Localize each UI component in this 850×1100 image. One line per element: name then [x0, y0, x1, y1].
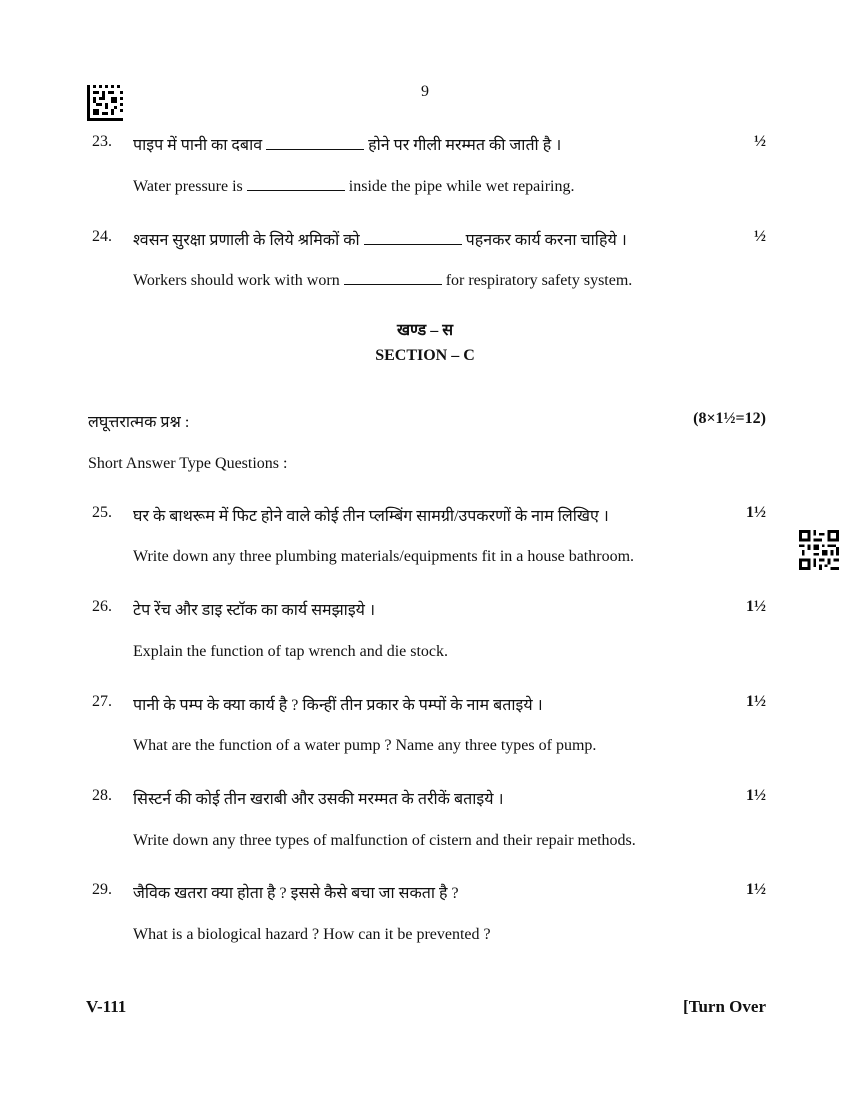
question-number: 25. [92, 504, 112, 521]
answer-blank [364, 232, 462, 245]
q23-hindi-after: होने पर गीली मरम्मत की जाती है । [368, 137, 562, 154]
marks-label: ½ [754, 228, 766, 245]
qr-code-icon [799, 530, 839, 570]
section-title-hindi: खण्ड – स [396, 322, 454, 339]
question-29-english: What is a biological hazard ? How can it be prevented ? [133, 926, 491, 943]
answer-blank [266, 137, 364, 150]
question-28-hindi: सिस्टर्न की कोई तीन खराबी और उसकी मरम्मत के तरीकें बताइये । [133, 791, 504, 808]
question-29-hindi: जैविक खतरा क्या होता है ? इससे कैसे बचा जा सकता है ? [133, 885, 459, 902]
turn-over-label: [Turn Over [683, 997, 766, 1016]
question-25-hindi: घर के बाथरूम में फिट होने वाले कोई तीन प्लम्बिंग सामग्री/उपकरणों के नाम लिखिए । [133, 508, 609, 525]
instruction-english: Short Answer Type Questions : [88, 455, 288, 472]
question-number: 23. [92, 133, 112, 150]
section-title-english: SECTION – C [375, 347, 475, 364]
question-26-english: Explain the function of tap wrench and die stock. [133, 643, 449, 660]
question-27-hindi: पानी के पम्प के क्या कार्य है ? किन्हीं तीन प्रकार के पम्पों के नाम बताइये । [133, 697, 543, 714]
question-25-english: Write down any three plumbing materials/equipments fit in a house bathroom. [133, 548, 635, 565]
section-marks: (8×1½=12) [693, 410, 766, 427]
instruction-hindi: लघूत्तरात्मक प्रश्न : [88, 414, 190, 431]
question-number: 28. [92, 787, 112, 804]
q24-hindi-before: श्वसन सुरक्षा प्रणाली के लिये श्रमिकों को [133, 232, 360, 249]
marks-label: 1½ [746, 693, 766, 710]
marks-label: ½ [754, 133, 766, 150]
q24-hindi-after: पहनकर कार्य करना चाहिये । [465, 232, 627, 249]
question-number: 29. [92, 881, 112, 898]
marks-label: 1½ [746, 881, 766, 898]
question-27-english: What are the function of a water pump ? Name any three types of pump. [133, 737, 597, 754]
page-number: 9 [421, 83, 429, 100]
question-23-english [133, 178, 733, 196]
paper-code: V-111 [86, 997, 127, 1016]
question-24-english [133, 272, 733, 290]
answer-blank [344, 272, 442, 285]
question-23-hindi [133, 133, 733, 155]
q23-english-after: inside the pipe while wet repairing. [348, 178, 575, 195]
question-28-english: Write down any three types of malfunction of cistern and their repair methods. [133, 832, 636, 849]
marks-label: 1½ [746, 598, 766, 615]
marks-label: 1½ [746, 504, 766, 521]
question-24-hindi [133, 228, 733, 250]
question-number: 26. [92, 598, 112, 615]
question-number: 27. [92, 693, 112, 710]
marks-label: 1½ [746, 787, 766, 804]
q24-english-before: Workers should work with worn [133, 272, 340, 289]
q23-english-before: Water pressure is [133, 178, 243, 195]
q24-english-after: for respiratory safety system. [445, 272, 633, 289]
answer-blank [247, 178, 345, 191]
question-number: 24. [92, 228, 112, 245]
q23-hindi-before: पाइप में पानी का दबाव [133, 137, 263, 154]
question-26-hindi: टेप रेंच और डाइ स्टॉक का कार्य समझाइये । [133, 602, 376, 619]
